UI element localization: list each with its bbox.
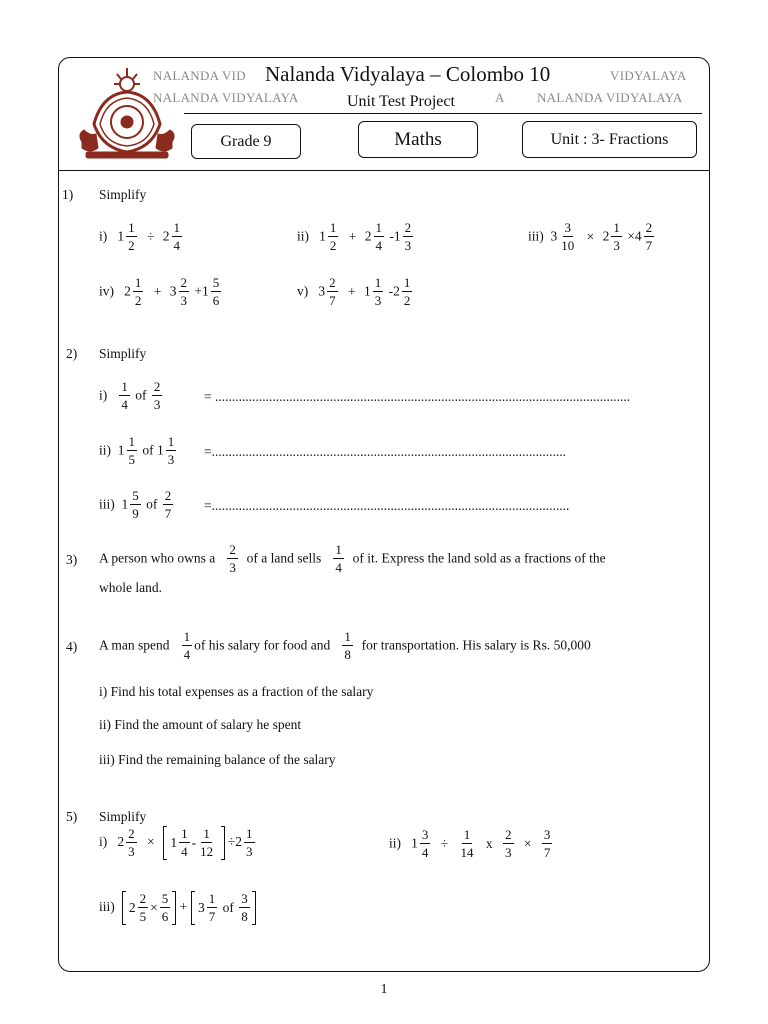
- subject-box: Maths: [358, 121, 478, 158]
- q2-item-i: i) $\frac{1}{4}$ of $\frac{2}{3}$: [99, 379, 161, 412]
- q1-number: 1): [62, 187, 74, 202]
- q2-item-iii: iii) 1 $\frac{5}{9}$ of $\frac{2}{7}$: [99, 488, 172, 521]
- q5-item-iii: iii) 2 $\frac{2}{5}$ × $\frac{5}{6}$ + 3 1 7 of 3 8: [99, 891, 256, 925]
- unit-box: Unit : 3- Fractions: [522, 121, 697, 158]
- document-subtitle: Unit Test Project: [347, 93, 455, 110]
- q5-number: 5): [66, 809, 78, 824]
- q3-text-line2: whole land.: [99, 580, 162, 595]
- q1-item-iii: iii) 3 $\frac{3}{10}$ × 2 $\frac{1}{3}$ ×4 $\frac{2}{7}$: [528, 220, 653, 253]
- header-divider: [184, 113, 702, 114]
- q4-part: iii) Find the remaining balance of the salary: [99, 752, 336, 767]
- q2-answer-line: = ...........................................................................................................................: [204, 389, 631, 404]
- watermark: VIDYALAYA: [610, 68, 687, 83]
- school-name: Nalanda Vidyalaya – Colombo 10: [262, 62, 553, 87]
- q4-part: ii) Find the amount of salary he spent: [99, 717, 302, 732]
- q4-part: i) Find his total expenses as a fraction of the salary: [99, 684, 374, 699]
- q4-number: 4): [66, 639, 78, 654]
- header-bottom-rule: [58, 170, 710, 171]
- q5-item-ii: ii) 1 $\frac{3}{4}$ ÷ $\frac{1}{14}$ x $\frac{2}{3}$ × $\frac{3}{7}$: [389, 827, 551, 860]
- q2-answer-line: =.........................................................................................................: [204, 444, 566, 459]
- q2-label: Simplify: [99, 346, 147, 361]
- grade-box: Grade 9: [191, 124, 301, 159]
- q1-item-i: i) 1 $\frac{1}{2}$ ÷ 2 $\frac{1}{4}$: [99, 220, 181, 253]
- watermark: NALANDA VID: [153, 68, 246, 83]
- q1-item-v: v) 3 $\frac{2}{7}$ + 1 $\frac{1}{3}$ -2 $\frac{1}{2}$: [297, 275, 411, 308]
- q5-item-i: i) 2 $\frac{2}{3}$ × 1 1 4 - 1 12 ÷2 $\frac{1}{3}$: [99, 825, 253, 859]
- q1-item-ii: ii) 1 $\frac{1}{2}$ + 2 $\frac{1}{4}$ -1 $\frac{2}{3}$: [297, 220, 412, 253]
- page-number: 1: [380, 982, 388, 997]
- q1-item-iv: iv) 2 $\frac{1}{2}$ + 3 $\frac{2}{3}$ +1 $\frac{5}{6}$: [99, 275, 220, 308]
- q2-number: 2): [66, 346, 78, 361]
- q1-label: Simplify: [99, 187, 147, 202]
- watermark: A: [495, 90, 505, 105]
- q2-answer-line: =..........................................................................................................: [204, 498, 570, 513]
- q4-text: A man spend $\frac{1}{4}$ of his salary for food and $\frac{1}{8}$ for transportation. His salary is Rs. 50,000: [99, 629, 591, 662]
- q5-label: Simplify: [99, 809, 147, 824]
- watermark: NALANDA VIDYALAYA: [537, 90, 683, 105]
- q2-item-ii: ii) 1 $\frac{1}{5}$ of 1 $\frac{1}{3}$: [99, 434, 175, 467]
- watermark: NALANDA VIDYALAYA: [153, 90, 299, 105]
- q3-text-line1: A person who owns a $\frac{2}{3}$ of a land sells $\frac{1}{4}$ of it. Express the land sold as a fractions of the: [99, 542, 606, 575]
- q3-number: 3): [66, 552, 78, 567]
